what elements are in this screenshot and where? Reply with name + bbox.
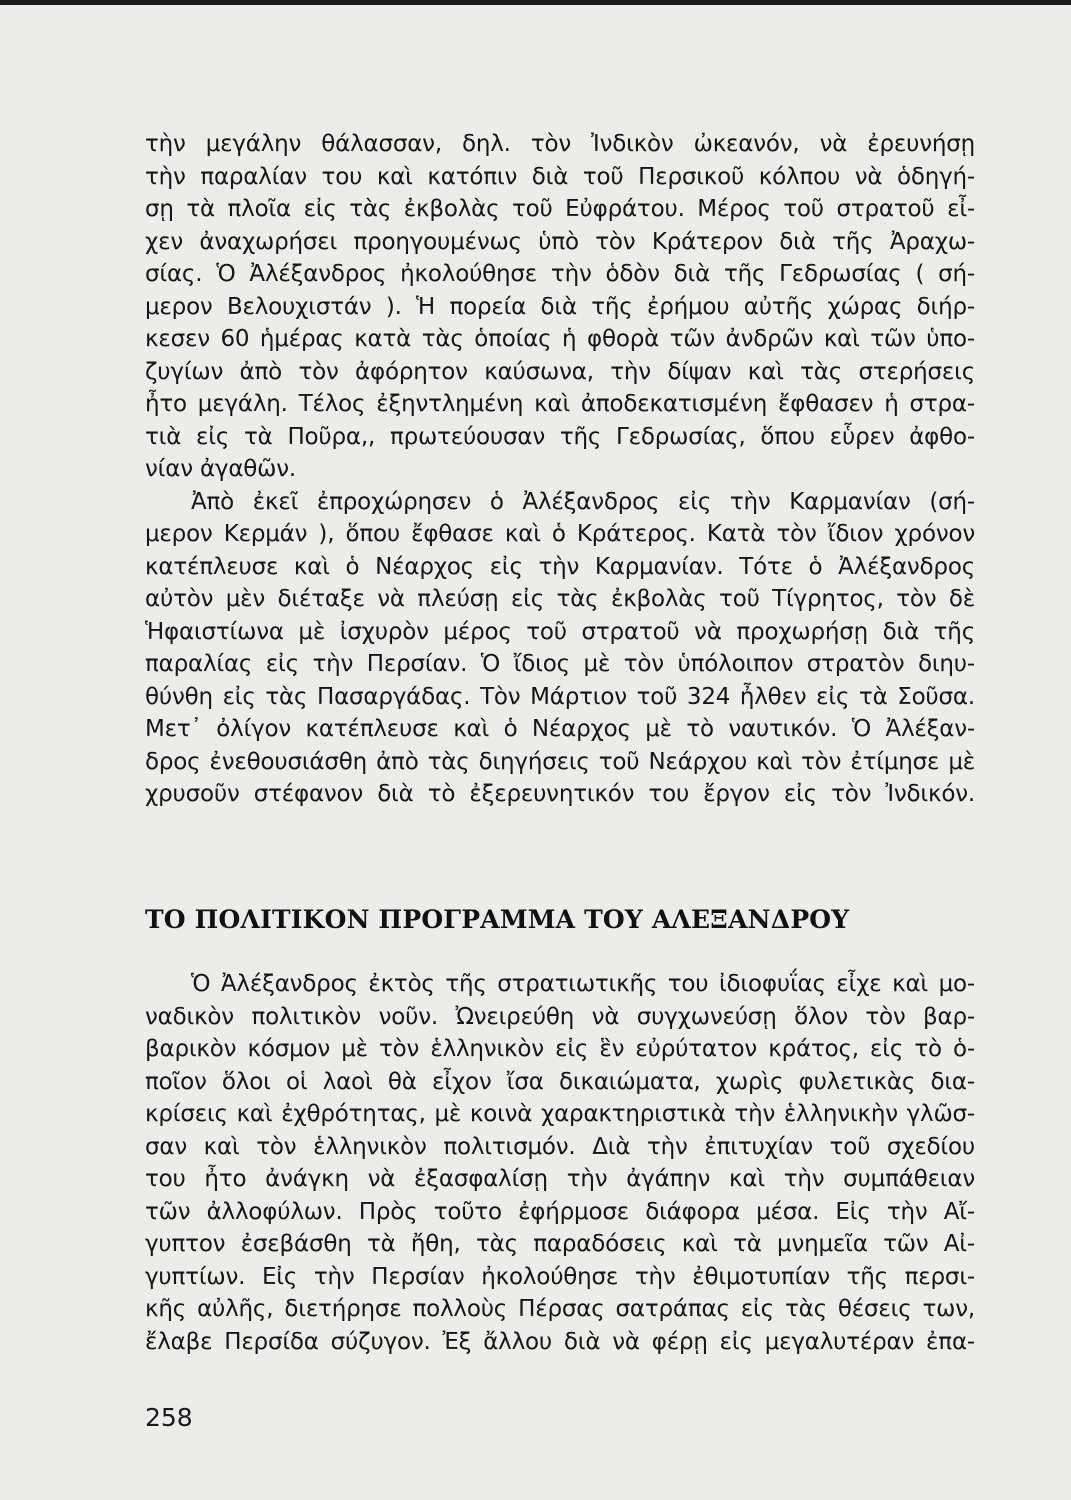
- text-line: αὐτὸν μὲν διέταξε νὰ πλεύσῃ εἰς τὰς ἐκβολὰς τοῦ Τίγρητος, τὸν δὲ: [145, 586, 975, 612]
- text-line: τῶν ἀλλοφύλων. Πρὸς τοῦτο ἐφήρμοσε διάφορα μέσα. Εἰς τὴν Αἴ-: [145, 1198, 975, 1225]
- text-line: μερον Βελουχιστάν ). Ἡ πορεία διὰ τῆς ἐρήμου αὐτῆς χώρας διήρ-: [145, 293, 975, 320]
- text-line: γυπτον ἐσεβάσθη τὰ ἤθη, τὰς παραδόσεις καὶ τὰ μνημεῖα τῶν Αἰ-: [145, 1231, 975, 1257]
- body-text-block-1: [145, 128, 975, 811]
- page-number: 258: [145, 1403, 193, 1432]
- text-line: κρίσεις καὶ ἐχθρότητας, μὲ κοινὰ χαρακτηριστικὰ τὴν ἑλληνικὴν γλῶσ-: [145, 1101, 975, 1127]
- text-line-paragraph-start: Ἀπὸ ἐκεῖ ἐπροχώρησεν ὁ Ἀλέξανδρος εἰς τὴν Καρμανίαν (σή-: [191, 488, 975, 515]
- text-line: τιὰ εἰς τὰ Ποῦρα,, πρωτεύουσαν τῆς Γεδρωσίας, ὅπου εὗρεν ἀφθο-: [145, 423, 975, 450]
- text-line: Μετ᾿ ὀλίγον κατέπλευσε καὶ ὁ Νέαρχος μὲ τὸ ναυτικόν. Ὁ Ἀλέξαν-: [145, 716, 975, 742]
- text-line: τὴν μεγάλην θάλασσαν, δηλ. τὸν Ἰνδικὸν ὠκεανόν, νὰ ἐρευνήσῃ: [145, 131, 975, 157]
- text-line: κῆς αὐλῆς, διετήρησε πολλοὺς Πέρσας σατράπας εἰς τὰς θέσεις των,: [145, 1296, 975, 1322]
- text-line: σίας. Ὁ Ἀλέξανδρος ἠκολούθησε τὴν ὁδὸν διὰ τῆς Γεδρωσίας ( σή-: [145, 261, 975, 287]
- text-line: βαρικὸν κόσμον μὲ τὸν ἑλληνικὸν εἰς ἓν εὐρύτατον κράτος, εἰς τὸ ὁ-: [145, 1036, 975, 1062]
- text-line: κατέπλευσε καὶ ὁ Νέαρχος εἰς τὴν Καρμανίαν. Τότε ὁ Ἀλέξανδρος: [145, 553, 975, 580]
- text-line: ναδικὸν πολιτικὸν νοῦν. Ὠνειρεύθη νὰ συγχωνεύσῃ ὅλον τὸν βαρ-: [145, 1003, 975, 1030]
- text-line: παραλίας εἰς τὴν Περσίαν. Ὁ ἴδιος μὲ τὸν ὑπόλοιπον στρατὸν διηυ-: [145, 651, 975, 677]
- text-line: ποῖον ὅλοι οἱ λαοὶ θὰ εἶχον ἴσα δικαιώματα, χωρὶς φυλετικὰς δια-: [145, 1068, 975, 1095]
- body-text-block-2: [145, 968, 975, 1358]
- text-line: τὴν παραλίαν του καὶ κατόπιν διὰ τοῦ Περσικοῦ κόλπου νὰ ὁδηγή-: [145, 163, 975, 190]
- text-line: δρος ἐνεθουσιάσθη ἀπὸ τὰς διηγήσεις τοῦ Νεάρχου καὶ τὸν ἐτίμησε μὲ: [145, 748, 975, 775]
- text-line: ἦτο μεγάλη. Τέλος ἐξηντλημένη καὶ ἀποδεκατισμένη ἔφθασεν ἡ στρα-: [145, 391, 975, 417]
- text-line: σῃ τὰ πλοῖα εἰς τὰς ἐκβολὰς τοῦ Εὐφράτου. Μέρος τοῦ στρατοῦ εἶ-: [145, 196, 975, 222]
- text-line-paragraph-end: νίαν ἀγαθῶν.: [145, 456, 296, 482]
- text-line-paragraph-start: Ὁ Ἀλέξανδρος ἐκτὸς τῆς στρατιωτικῆς του ἰδιοφυΐας εἶχε καὶ μο-: [191, 971, 975, 997]
- text-line: κεσεν 60 ἡμέρας κατὰ τὰς ὁποίας ἡ φθορὰ τῶν ἀνδρῶν καὶ τῶν ὑπο-: [145, 326, 975, 352]
- text-line: γυπτίων. Εἰς τὴν Περσίαν ἠκολούθησε τὴν ἐθιμοτυπίαν τῆς περσι-: [145, 1263, 975, 1290]
- text-line: του ἦτο ἀνάγκη νὰ ἐξασφαλίσῃ τὴν ἀγάπην καὶ τὴν συμπάθειαν: [145, 1166, 975, 1192]
- text-line: θύνθη εἰς τὰς Πασαργάδας. Τὸν Μάρτιον τοῦ 324 ἦλθεν εἰς τὰ Σοῦσα.: [145, 683, 975, 710]
- text-line: ζυγίων ἀπὸ τὸν ἀφόρητον καύσωνα, τὴν δίψαν καὶ τὰς στερήσεις: [145, 358, 975, 385]
- text-line: Ἡφαιστίωνα μὲ ἰσχυρὸν μέρος τοῦ στρατοῦ νὰ προχωρήσῃ διὰ τῆς: [145, 618, 975, 645]
- text-line: χρυσοῦν στέφανον διὰ τὸ ἐξερευνητικόν του ἔργον εἰς τὸν Ἰνδικόν.: [145, 781, 975, 807]
- text-line: σαν καὶ τὸν ἑλληνικὸν πολιτισμόν. Διὰ τὴν ἐπιτυχίαν τοῦ σχεδίου: [145, 1133, 975, 1160]
- text-line: ἔλαβε Περσίδα σύζυγον. Ἐξ ἄλλου διὰ νὰ φέρῃ εἰς μεγαλυτέραν ἐπα-: [145, 1328, 975, 1355]
- section-heading: ΤΟ ΠΟΛΙΤΙΚΟΝ ΠΡΟΓΡΑΜΜΑ ΤΟΥ ΑΛΕΞΑΝΔΡΟΥ: [145, 905, 850, 934]
- text-line: χεν ἀναχωρήσει προηγουμένως ὑπὸ τὸν Κράτερον διὰ τῆς Ἀραχω-: [145, 228, 975, 255]
- text-line: μερον Κερμάν ), ὅπου ἔφθασε καὶ ὁ Κράτερος. Κατὰ τὸν ἴδιον χρόνον: [145, 521, 975, 547]
